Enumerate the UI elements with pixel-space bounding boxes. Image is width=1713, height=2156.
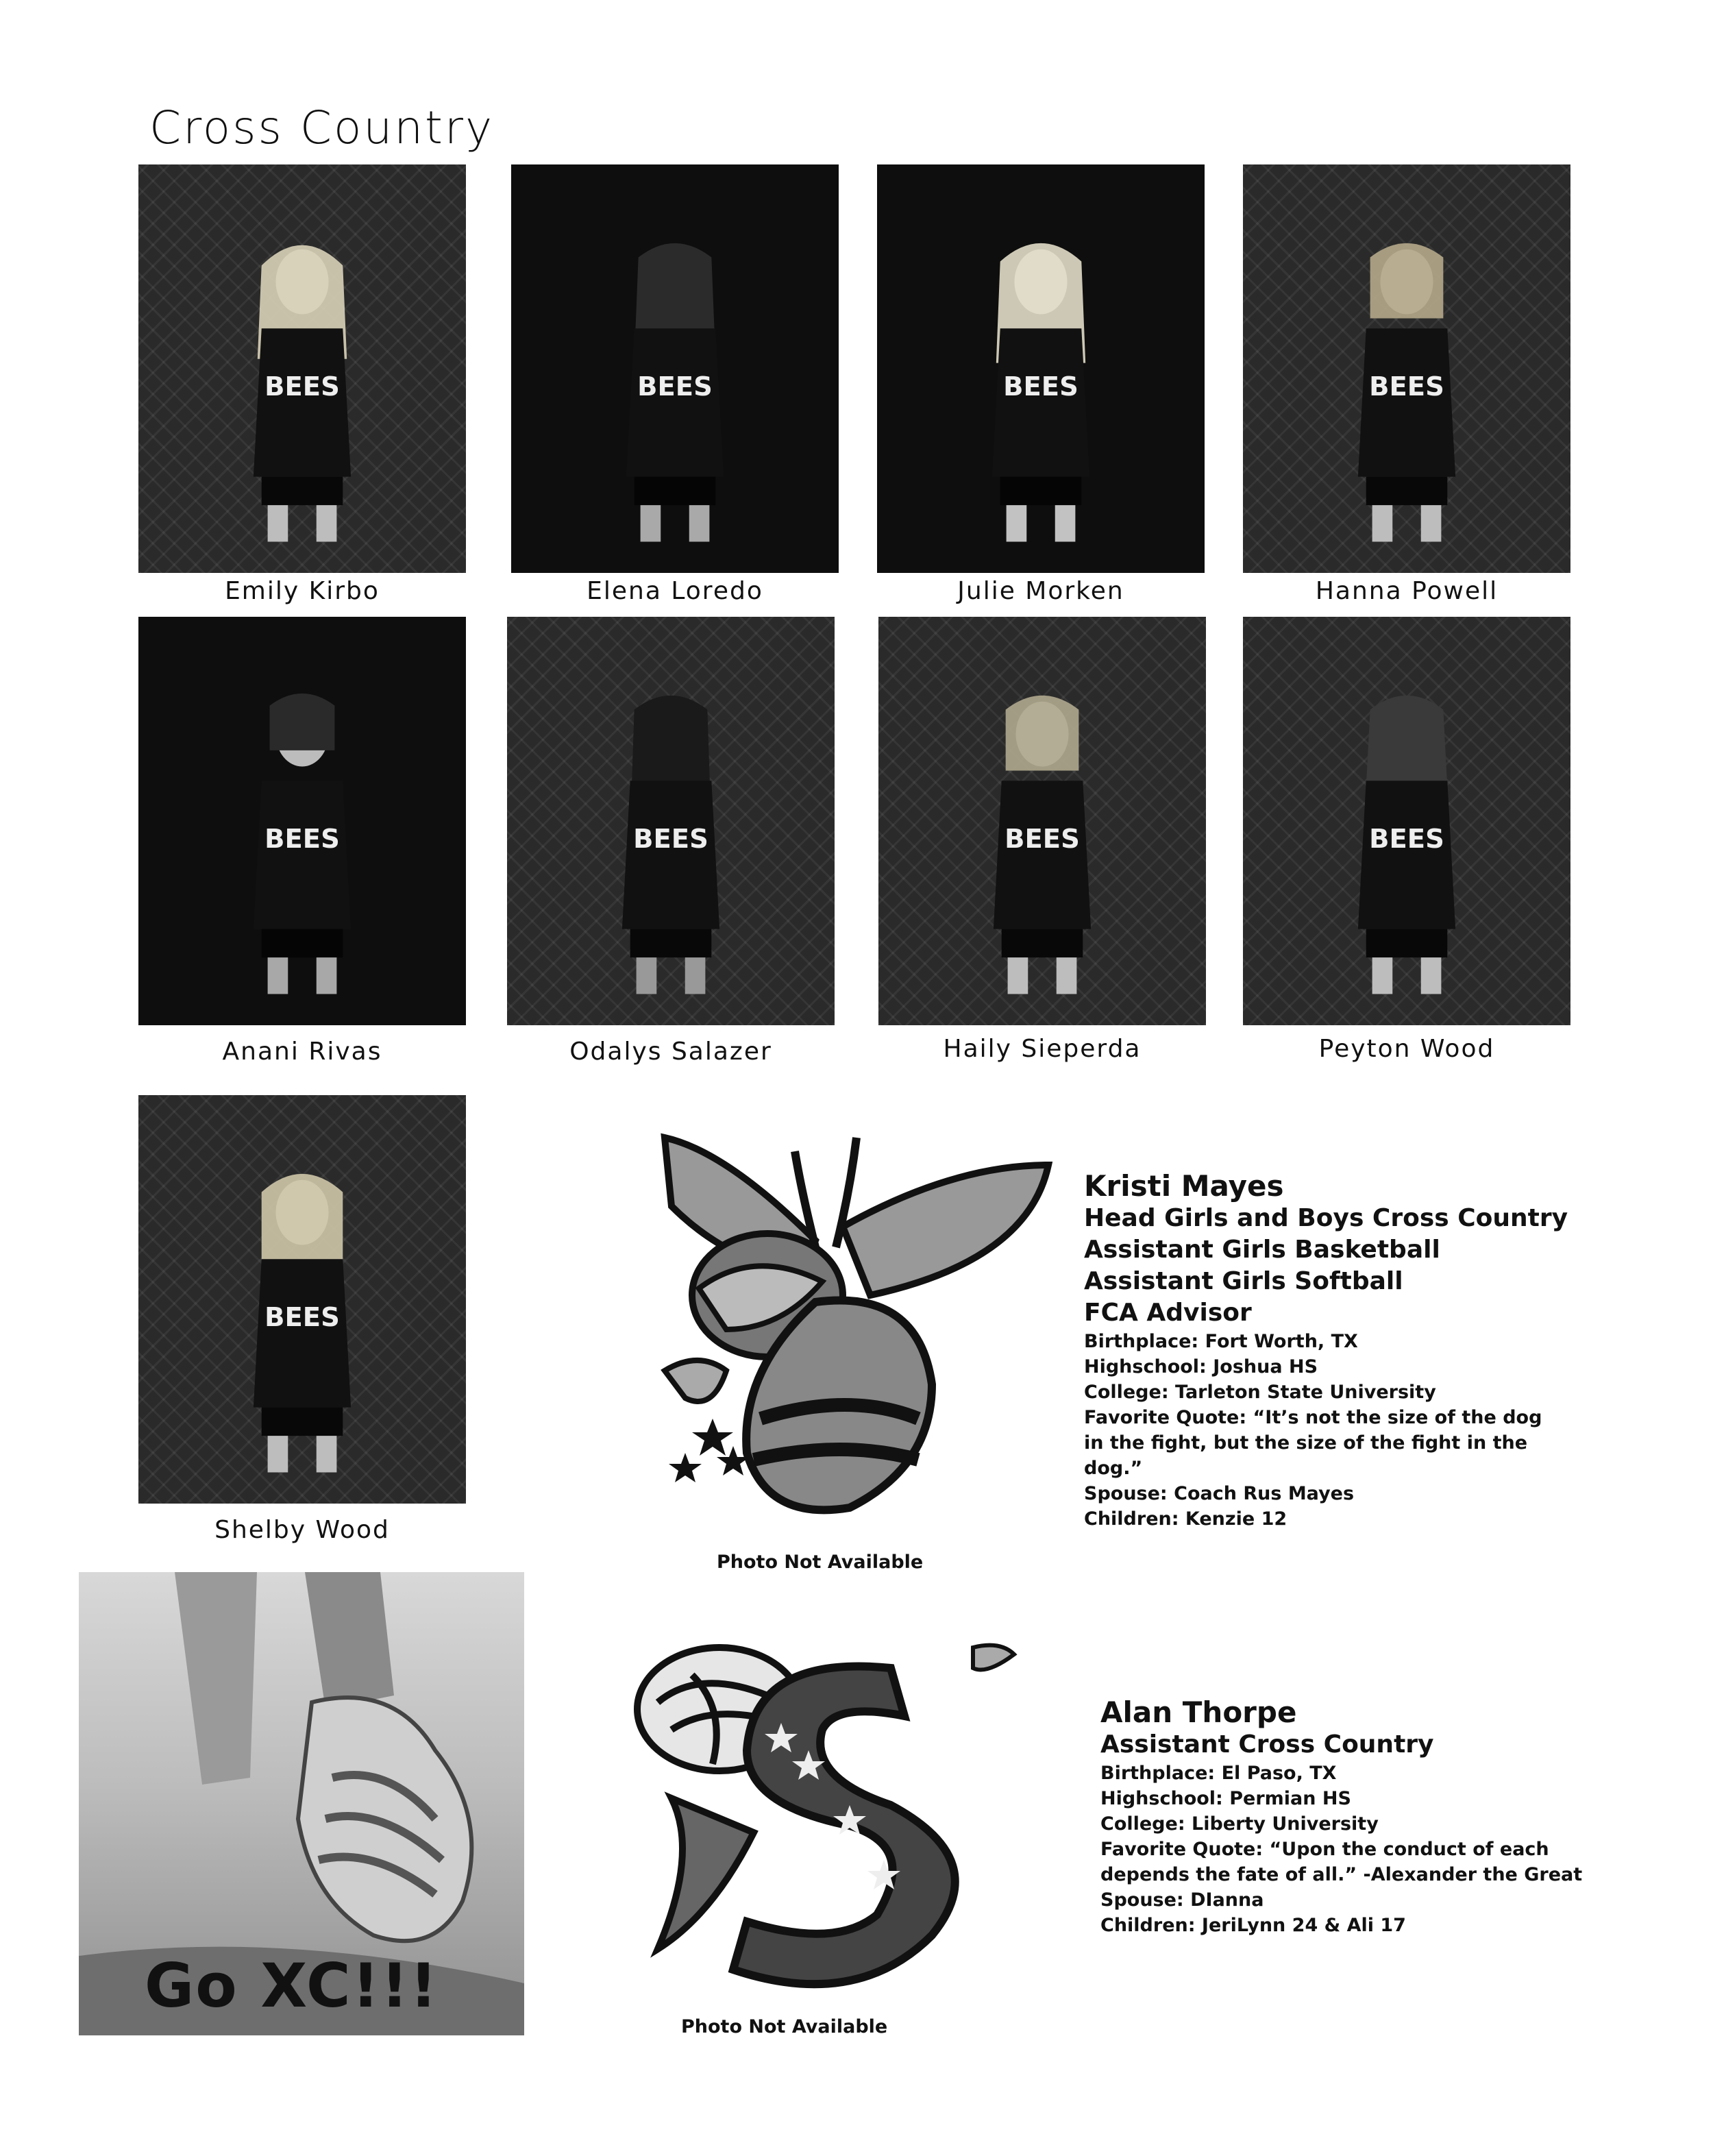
athlete-name: Haily Sieperda: [943, 1035, 1142, 1063]
coach-detail: Favorite Quote: “Upon the conduct of each: [1100, 1839, 1549, 1860]
coach-name: Alan Thorpe: [1100, 1695, 1297, 1729]
coach-detail: Children: Kenzie 12: [1084, 1508, 1287, 1530]
athlete-name: Odalys Salazer: [569, 1038, 772, 1066]
athlete-name: Peyton Wood: [1318, 1035, 1495, 1063]
jersey-text: BEES: [637, 371, 713, 402]
athlete-figure-icon: [939, 206, 1142, 573]
coach-bio: [1084, 1169, 1673, 1532]
coach-detail: in the fight, but the size of the fight in the: [1084, 1432, 1528, 1454]
coach-detail: depends the fate of all.” -Alexander the Great: [1100, 1864, 1583, 1885]
athlete-figure-icon: [201, 206, 404, 573]
athlete-name: Anani Rivas: [222, 1038, 382, 1066]
go-xc-text: Go XC!!!: [145, 1950, 439, 2021]
athlete-photo: [138, 1095, 466, 1504]
athlete-figure-icon: [941, 658, 1144, 1025]
stinger-s-logo-icon: [630, 1627, 1042, 2011]
athlete-name: Hanna Powell: [1315, 577, 1499, 605]
hornet-mascot-icon: [644, 1124, 1069, 1535]
coach-detail: Birthplace: El Paso, TX: [1100, 1763, 1337, 1784]
athlete-photo: [878, 617, 1206, 1025]
running-shoe-photo: [79, 1572, 524, 2035]
jersey-text: BEES: [264, 371, 340, 402]
athlete-figure-icon: [1305, 206, 1508, 573]
coach-detail: Highschool: Joshua HS: [1084, 1356, 1318, 1377]
athlete-name: Elena Loredo: [587, 577, 763, 605]
coach-name: Kristi Mayes: [1084, 1169, 1284, 1203]
coach-detail: College: Liberty University: [1100, 1813, 1379, 1835]
photo-not-available: Photo Not Available: [681, 2016, 888, 2037]
athlete-figure-icon: [569, 658, 772, 1025]
athlete-photo: [138, 617, 466, 1025]
athlete-photo: [138, 164, 466, 573]
coach-role: Assistant Girls Softball: [1084, 1267, 1403, 1295]
coach-role: Assistant Girls Basketball: [1084, 1236, 1440, 1264]
athlete-photo: [1243, 617, 1570, 1025]
athlete-name: Shelby Wood: [214, 1516, 390, 1544]
coach-role: Head Girls and Boys Cross Country: [1084, 1204, 1568, 1232]
coach-detail: Children: JeriLynn 24 & Ali 17: [1100, 1915, 1406, 1936]
jersey-text: BEES: [264, 1301, 340, 1333]
jersey-text: BEES: [1005, 823, 1080, 855]
coach-detail: Spouse: DIanna: [1100, 1889, 1264, 1911]
coach-detail: Highschool: Permian HS: [1100, 1788, 1351, 1809]
jersey-text: BEES: [633, 823, 708, 855]
jersey-text: BEES: [1369, 823, 1444, 855]
coach-role: Assistant Cross Country: [1100, 1730, 1434, 1759]
jersey-text: BEES: [264, 823, 340, 855]
athlete-figure-icon: [201, 658, 404, 1025]
athlete-name: Julie Morken: [957, 577, 1124, 605]
athlete-name: Emily Kirbo: [225, 577, 380, 605]
photo-not-available: Photo Not Available: [717, 1552, 924, 1573]
athlete-figure-icon: [201, 1136, 404, 1504]
jersey-text: BEES: [1003, 371, 1079, 402]
coach-bio: [1100, 1695, 1690, 1938]
coach-detail: dog.”: [1084, 1458, 1143, 1479]
athlete-photo: [877, 164, 1205, 573]
athlete-figure-icon: [574, 206, 776, 573]
coach-detail: Birthplace: Fort Worth, TX: [1084, 1331, 1358, 1352]
jersey-text: BEES: [1369, 371, 1444, 402]
coach-detail: College: Tarleton State University: [1084, 1382, 1436, 1403]
coach-role: FCA Advisor: [1084, 1299, 1252, 1327]
coach-detail: Favorite Quote: “It’s not the size of the dog: [1084, 1407, 1542, 1428]
athlete-figure-icon: [1305, 658, 1508, 1025]
coach-detail: Spouse: Coach Rus Mayes: [1084, 1483, 1355, 1504]
page-title: Cross Country: [149, 101, 495, 154]
athlete-photo: [507, 617, 835, 1025]
athlete-photo: [1243, 164, 1570, 573]
athlete-photo: [511, 164, 839, 573]
